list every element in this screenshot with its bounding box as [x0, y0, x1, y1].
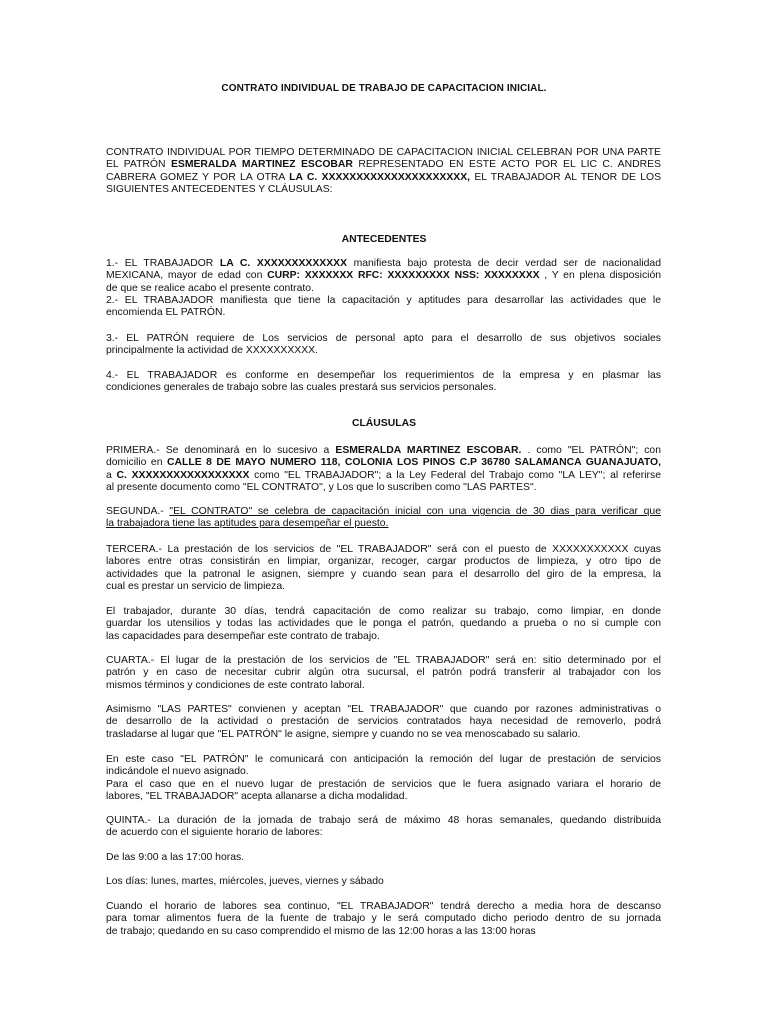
tercera-line-3: actividades que la patronal le asignen, siempre y cuando sean para el desarrollo del giro de la empresa, la [106, 568, 661, 580]
antecedente-3-line-1: 3.- EL PATRÓN requiere de Los servicios de personal apto para el desarrollo de sus objetivos sociales [106, 333, 661, 344]
antecedente-2-line-1: 2.- EL TRABAJADOR manifiesta que tiene la capacitación y aptitudes para desarrollar las actividades que le [106, 295, 661, 306]
intro-line-4: SIGUIENTES ANTECEDENTES Y CLÁUSULAS: [106, 183, 333, 195]
asimismo-line-1: Asimismo "LAS PARTES" convienen y aceptan "EL TRABAJADOR" que cuando por razones administrativas o [106, 704, 661, 715]
antecedente-2 [106, 295, 661, 320]
trabajador-line-2: guardar los utensilios y todas las actividades que le ponga el patrón, quedando a prueba o no si cumple con [106, 618, 661, 630]
tercera-line-2: labores entre otras consistirán en limpiar, organizar, recoger, cargar productos de limpieza, y otro tipo de [106, 556, 661, 568]
antecedente-3 [106, 333, 661, 358]
intro-line-1: CONTRATO INDIVIDUAL POR TIEMPO DETERMINADO DE CAPACITACION INICIAL CELEBRAN POR UNA PARTE [106, 147, 661, 158]
tercera-line-1: TERCERA.- La prestación de los servicios de "EL TRABAJADOR" será con el puesto de XXXXXXXXXXX cuyas [106, 544, 661, 555]
trabajador-line-3: las capacidades para desempeñar este contrato de trabajo. [106, 630, 380, 642]
primera-line-1: PRIMERA.- Se denominará en lo sucesivo a ESMERALDA MARTINEZ ESCOBAR. . como "EL PATRÓN"; con [106, 445, 661, 456]
antecedente-4-line-2: condiciones generales de trabajo sobre las cuales prestará sus servicios personales. [106, 382, 497, 394]
primera-line-4: al presente documento como "EL CONTRATO", y Los que lo suscriben como "LAS PARTES". [106, 481, 537, 493]
intro-line-3: CABRERA GOMEZ Y POR LA OTRA LA C. XXXXXXXXXXXXXXXXXXXXX, EL TRABAJADOR AL TENOR DE LOS [106, 171, 662, 183]
trabajador-paragraph [106, 606, 661, 643]
horario-line: De las 9:00 a las 17:00 horas. [106, 852, 245, 863]
asimismo-line-3: trasladarse al lugar que "EL PATRÓN" le asigne, siempre y cuando no se vea menoscabado su salario. [106, 728, 581, 740]
primera-line-3: a C. XXXXXXXXXXXXXXXXX como "EL TRABAJADOR"; a la Ley Federal del Trabajo como "LA LEY"; al referirse [106, 469, 661, 481]
antecedente-4 [106, 370, 661, 395]
antecedente-4-line-1: 4.- EL TRABAJADOR es conforme en desempeñar los requerimientos de la empresa y en plasmar las [106, 370, 661, 381]
antecedente-1-line-3: de que se realice acabo el presente contrato. [106, 282, 314, 294]
cuarta-line-3: mismos términos y condiciones de este contrato laboral. [106, 679, 365, 691]
antecedente-1-line-2: MEXICANA, mayor de edad con CURP: XXXXXXX RFC: XXXXXXXXX NSS: XXXXXXXX , Y en plena disposición [106, 270, 662, 282]
quinta-line-1: QUINTA.- La duración de la jornada de trabajo será de máximo 48 horas semanales, quedando distribuida [106, 815, 661, 826]
asimismo-line-2: de desarrollo de la actividad o prestación de servicios contratados haya necesidad de removerlo, podrá [106, 716, 661, 728]
asimismo-paragraph [106, 704, 661, 741]
primera-line-2: domicilio en CALLE 8 DE MAYO NUMERO 118, COLONIA LOS PINOS C.P 36780 SALAMANCA GUANAJUATO, [106, 457, 661, 469]
en-este-line-3: Para el caso que en el nuevo lugar de prestación de servicios que le fuera asignado variara el horario de [106, 778, 661, 790]
cuarta-line-1: CUARTA.- El lugar de la prestación de los servicios de "EL TRABAJADOR" será en: sitio determinado por el [106, 655, 661, 666]
segunda-line-2: la trabajadora tiene las aptitudes para desempeñar el puesto. [106, 518, 389, 530]
cuando-paragraph [106, 901, 661, 938]
antecedente-1 [106, 258, 661, 295]
clausula-quinta [106, 815, 661, 840]
clausula-tercera [106, 544, 661, 593]
cuando-line-2: para tomar alimentos fuera de la fuente de trabajo y le será computado dicho periodo dentro de su jornada [106, 913, 661, 925]
tercera-line-4: cual es prestar un servicio de limpieza. [106, 580, 286, 592]
antecedente-3-line-2: principalmente la actividad de XXXXXXXXXX. [106, 345, 318, 357]
antecedentes-heading: ANTECEDENTES [341, 234, 427, 245]
quinta-line-2: de acuerdo con el siguiente horario de labores: [106, 827, 323, 839]
horario-paragraph [106, 852, 661, 864]
dias-paragraph [106, 876, 661, 888]
clausula-cuarta [106, 655, 661, 692]
intro-paragraph [106, 147, 661, 196]
dias-line: Los días: lunes, martes, miércoles, jueves, viernes y sábado [106, 876, 384, 887]
document-title: CONTRATO INDIVIDUAL DE TRABAJO DE CAPACITACION INICIAL. [221, 83, 547, 94]
en-este-caso-paragraph [106, 754, 661, 803]
segunda-line-1: SEGUNDA.- "EL CONTRATO" se celebra de capacitación inicial con una vigencia de 30 dias para verificar que [106, 506, 661, 517]
clausula-segunda [106, 506, 661, 531]
en-este-line-4: labores, "EL TRABAJADOR" acepta allanarse a dicha modalidad. [106, 790, 408, 802]
clausulas-heading: CLÁUSULAS [351, 418, 417, 429]
cuando-line-3: de trabajo; quedando en su caso comprendido el mismo de las 12:00 horas a las 13:00 horas [106, 925, 536, 937]
antecedente-2-line-2: encomienda EL PATRÓN. [106, 307, 226, 319]
antecedente-1-line-1: 1.- EL TRABAJADOR LA C. XXXXXXXXXXXXX manifiesta bajo protesta de decir verdad ser de nacionalidad [106, 258, 661, 269]
trabajador-line-1: El trabajador, durante 30 días, tendrá capacitación de como realizar su trabajo, como limpiar, en donde [106, 606, 661, 617]
en-este-line-1: En este caso "EL PATRÓN" le comunicará con anticipación la remoción del lugar de prestación de servicios [106, 754, 661, 765]
intro-line-2: EL PATRÓN ESMERALDA MARTINEZ ESCOBAR REPRESENTADO EN ESTE ACTO POR EL LIC C. ANDRES [106, 159, 661, 171]
cuarta-line-2: patrón y en caso de necesitar cubrir algún otra sucursal, el patrón podrá transferir al trabajador con los [106, 667, 661, 679]
cuando-line-1: Cuando el horario de labores sea continuo, "EL TRABAJADOR" tendrá derecho a media hora de descanso [106, 901, 661, 912]
clausula-primera [106, 445, 661, 494]
en-este-line-2: indicándole el nuevo asignado. [106, 766, 249, 778]
